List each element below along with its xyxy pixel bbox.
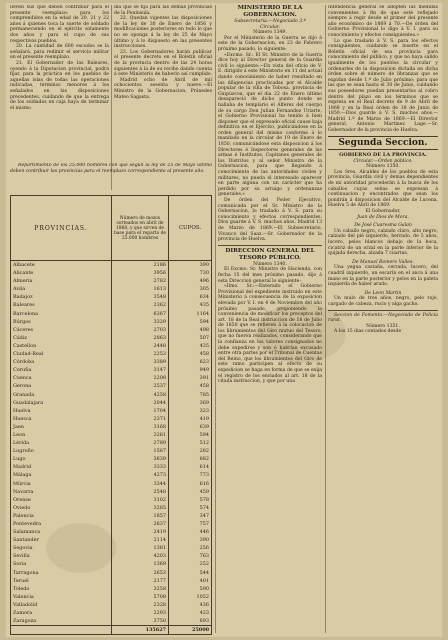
mozos-cell: 3261 bbox=[112, 431, 169, 439]
negociado-heading: Seccion de Fomento.—Negociado de Policía rural. bbox=[328, 312, 438, 324]
mozos-cell: 4203 bbox=[112, 552, 169, 560]
mozos-cell: 2186 bbox=[112, 261, 169, 270]
signature-name: Juan de Dios de Mora. bbox=[357, 214, 409, 220]
cupo-cell: 496 bbox=[169, 277, 212, 285]
cupo-cell: 458 bbox=[169, 382, 212, 390]
table-row bbox=[11, 512, 212, 520]
province-cell: Pontevedra bbox=[11, 520, 112, 528]
table-row bbox=[11, 261, 212, 270]
province-cell: Albacete bbox=[11, 261, 112, 270]
table-row bbox=[11, 488, 212, 496]
mozos-cell: 4273 bbox=[112, 471, 169, 479]
cupo-cell: 305 bbox=[169, 285, 212, 293]
mozos-cell: 6367 bbox=[112, 310, 169, 318]
cupo-cell: 256 bbox=[169, 544, 212, 552]
cupo-cell: 507 bbox=[169, 334, 212, 342]
mozos-cell: 1381 bbox=[112, 544, 169, 552]
table-row bbox=[11, 552, 212, 560]
table-row bbox=[11, 601, 212, 609]
table-row bbox=[11, 374, 212, 382]
cupo-cell: 682 bbox=[169, 455, 212, 463]
table-row bbox=[11, 496, 212, 504]
quota-table bbox=[10, 195, 212, 635]
paragraph: Una yegua castaña, cerrada, lucero, del cuadril izquierdo, un escarín en el anca á una mano en la parte posterior y pelos en la paleta izquierda de haber arado. bbox=[328, 265, 438, 288]
table-row bbox=[11, 318, 212, 326]
province-cell: Orense bbox=[11, 496, 112, 504]
mozos-cell: 3258 bbox=[112, 585, 169, 593]
province-cell: Granada bbox=[11, 391, 112, 399]
column-rule bbox=[215, 5, 216, 633]
province-cell: Baleares bbox=[11, 301, 112, 309]
province-cell: Leon bbox=[11, 431, 112, 439]
mozos-cell: 3750 bbox=[112, 617, 169, 626]
province-cell: Ciudad-Real bbox=[11, 350, 112, 358]
paragraph: De órden del Poder Ejecutivo, comunicada por el Sr. Ministro de la Gobernacion, lo traslado á V. S. para su conocimiento y efectos correspondientes. Dios guarde á V. S. muchos años. Madrid 13 de Marzo de 1869.—El Subsecretario, Vivanco del Saaz.—Sr. Gobernador de la provincia de Huelva. bbox=[218, 198, 322, 243]
table-row bbox=[11, 447, 212, 455]
cupo-cell: 757 bbox=[169, 520, 212, 528]
province-cell: Zamora bbox=[11, 609, 112, 617]
province-cell: Palencia bbox=[11, 512, 112, 520]
province-cell: Logroño bbox=[11, 447, 112, 455]
mozos-cell: 1613 bbox=[112, 285, 169, 293]
province-cell: Madrid bbox=[11, 463, 112, 471]
paragraph: Un mulo de tres años, negro, pelo rojo, cargado de cabeza, rucio y alga gacho. bbox=[328, 296, 438, 307]
cupo-cell: 590 bbox=[169, 585, 212, 593]
mozos-cell: 2328 bbox=[112, 601, 169, 609]
cupo-cell: 614 bbox=[169, 463, 212, 471]
table-row bbox=[11, 455, 212, 463]
mozos-cell: 3956 bbox=[112, 269, 169, 277]
mozos-cell: 2703 bbox=[112, 326, 169, 334]
table-row bbox=[11, 463, 212, 471]
table-row bbox=[11, 342, 212, 350]
ministry-title: MINISTERIO DE LA GOBERNACION. bbox=[237, 5, 303, 18]
province-cell: Múrcia bbox=[11, 480, 112, 488]
owner-heading: De José Cuaresma Galan bbox=[354, 223, 412, 229]
table-row bbox=[11, 326, 212, 334]
province-cell: Oviedo bbox=[11, 504, 112, 512]
mozos-cell: 1857 bbox=[112, 512, 169, 520]
mozos-cell: 3333 bbox=[112, 463, 169, 471]
cupo-cell: 544 bbox=[169, 569, 212, 577]
total-row bbox=[11, 626, 212, 635]
mozos-cell: 3147 bbox=[112, 366, 169, 374]
table-row bbox=[11, 293, 212, 301]
table-row bbox=[11, 528, 212, 536]
cupo-cell: 763 bbox=[169, 552, 212, 560]
cupo-cell: 282 bbox=[169, 447, 212, 455]
table-row bbox=[11, 439, 212, 447]
table-row bbox=[11, 301, 212, 309]
mozos-cell: 2637 bbox=[112, 520, 169, 528]
table-row bbox=[11, 366, 212, 374]
paragraph: dia que se fija para las demas provincias de la Península. bbox=[114, 5, 212, 16]
province-cell: Jaen bbox=[11, 423, 112, 431]
table-row bbox=[11, 471, 212, 479]
paragraph: Por el Ministerio de la Guerra se dijo á este de la Gobernacion, en 23 de Febrero próximo pasado, lo siguiente: bbox=[218, 35, 322, 52]
cupo-cell: 435 bbox=[169, 342, 212, 350]
decree-date: Madrid ocho de Abril de mil ochocientos sesenta y nueve.—El Ministro de la Gobernacion, Práxedes Mateo Sagasta. bbox=[114, 77, 212, 100]
cupo-cell: 390 bbox=[169, 261, 212, 270]
table-row bbox=[11, 593, 212, 601]
paragraph: Lo que traslado á V. S. para los efectos consiguientes, cuidando se inserte en el Boletín oficial de esa provincia para conocimiento del público, y que no haya salido igualmente de los pueblos la circular y ordenarles de la disposicion dictada en dicha órden sobre el número de libranzas que se expidan desde 1.º de Julio próximo; para que las que se sean hasta el 30 de Junio, cuidando sus poseedores puedan presentarlos al cobro dentro del plazo en los términos que se expresa en el Real decreto de 9 de Abril de 1868 y en la Real órden de 18 de Junio de 1850.—Dios guarde á V. S. muchos años.—Madrid 1.º de Marzo de 1869.—El Director general, Antonio Martinez Lage.—Sr. Gobernador de la provincia de Huelva. bbox=[328, 38, 438, 134]
province-cell: Guadalajara bbox=[11, 399, 112, 407]
province-cell: Cuenca bbox=[11, 374, 112, 382]
total-mozos: 135627 bbox=[112, 626, 169, 635]
province-cell: Navarra bbox=[11, 488, 112, 496]
table-row bbox=[11, 334, 212, 342]
cupo-cell: 578 bbox=[169, 496, 212, 504]
mozos-cell: 5708 bbox=[112, 593, 169, 601]
cupo-cell: 458 bbox=[169, 350, 212, 358]
province-cell: Castellon bbox=[11, 342, 112, 350]
province-cell: Salamanca bbox=[11, 528, 112, 536]
paragraph: Los Sres. Alcaldes de los pueblos de esta provincia, Guardia civil y demas dependientes de mi autoridad procederán á la busca de los caballos cuyas señas se expresan á continuacion y encontrados que sean los pondrán á disposicion del Alcalde de Lucena. Huelva 5 de Abril de 1869. bbox=[328, 169, 438, 209]
number-label: Número 1350. bbox=[366, 164, 400, 170]
province-cell: Santander bbox=[11, 536, 112, 544]
paragraph-21: 21. El Gobernador de las Baleares, oyendo á la Diputacion provincial, podrá fijar, para la práctica en los pueblos de aquellas islas de todas las operaciones indicadas, términos menores á los señalados en las disposiciones precedentes, cuidando de que la entrega de los soldados en caja haya de terminar el mismo bbox=[10, 60, 109, 111]
mozos-cell: 2782 bbox=[112, 277, 169, 285]
mozos-cell: 1369 bbox=[112, 560, 169, 568]
total-label bbox=[11, 626, 112, 635]
cupo-cell: 623 bbox=[169, 358, 212, 366]
mozos-cell: 3329 bbox=[112, 318, 169, 326]
mozos-cell: 2114 bbox=[112, 536, 169, 544]
table-row bbox=[11, 407, 212, 415]
column-rule bbox=[325, 5, 326, 633]
header-provincias: PROVINCIAS. bbox=[11, 196, 112, 261]
table-row bbox=[11, 269, 212, 277]
subsecretaria: Subsecretaría.—Negociado 3.º bbox=[234, 19, 306, 24]
mozos-cell: 2293 bbox=[112, 609, 169, 617]
province-cell: Teruel bbox=[11, 577, 112, 585]
cupo-cell: 390 bbox=[169, 536, 212, 544]
province-cell: Lérida bbox=[11, 439, 112, 447]
paragraph: «Excmo. Sr.: El Sr. Ministro de la Guerra dice hoy al Director general de la Guardia civil lo siguiente:—En vista del oficio de V. E. dirigido á este Ministerio en 11 del actual dando conocimiento de haber resultado en las diligencias practicadas por el Alcalde popular de la villa de Tobosa, provincia de Guipúzcoa, que el dia 22 de Enero último desapareció de dicho punto donde se hallaba de templario el Alferez del cuerpo de su cargo Don Julian Fernandez Uriarte, el Gobierno Provisional ha tenido á bien disponer que el expresado oficial cause baja definitiva en el Ejército, publicándose en la orden general del mismo conforme á lo mandado en la circular de 19 de Enero de 1850, comunicándose esta disposicion á los Directores é Inspectores generales de las armas é Institutos, Capitanes generales de los Distritos y al señor Ministro de la Gobernacion, para que llegando á conocimiento de las autoridades civiles y militares, no pueda el interesado aparecer en parte alguna con un carácter que ha perdido por su arraigo y ordenanzas generales.» bbox=[218, 52, 322, 198]
table-row bbox=[11, 350, 212, 358]
divider bbox=[218, 245, 322, 246]
mozos-cell: 2863 bbox=[112, 334, 169, 342]
mozos-cell: 2208 bbox=[112, 374, 169, 382]
cupo-cell: 634 bbox=[169, 293, 212, 301]
table-row bbox=[11, 399, 212, 407]
table-row bbox=[11, 382, 212, 390]
mozos-cell: 3285 bbox=[112, 504, 169, 512]
table-row bbox=[11, 480, 212, 488]
mozos-cell: 3102 bbox=[112, 496, 169, 504]
column-1-text bbox=[10, 5, 109, 153]
paragraph-23: 23. Los Gobernadores harán publicar el presente decreto en el Boletín oficial de la provincia dentro de las 24 horas siguientes á la de su recibo dando cuenta á este Ministerio de haberlo así cumplido. bbox=[114, 49, 212, 78]
province-cell: Alicante bbox=[11, 269, 112, 277]
number-label: Número 1351. bbox=[366, 323, 400, 329]
table-row bbox=[11, 423, 212, 431]
mozos-cell: 1587 bbox=[112, 447, 169, 455]
cupo-cell: 1164 bbox=[169, 310, 212, 318]
table-row bbox=[11, 560, 212, 568]
cupo-cell: 446 bbox=[169, 528, 212, 536]
province-cell: Lugo bbox=[11, 455, 112, 463]
cupo-cell: 773 bbox=[169, 471, 212, 479]
cupo-cell: 323 bbox=[169, 407, 212, 415]
header-mozos: Número de mozos sorteados en abril de 1868, y que sirven de base para el reparto de 25.000 hombres bbox=[112, 196, 169, 261]
table-row bbox=[11, 358, 212, 366]
province-cell: Soria bbox=[11, 560, 112, 568]
province-cell: Málaga bbox=[11, 471, 112, 479]
province-cell: Búrgos bbox=[11, 318, 112, 326]
cupo-cell: 693 bbox=[169, 617, 212, 626]
direccion-title: DIRECCION GENERAL DEL TESORO PÚBLICO. bbox=[225, 247, 315, 261]
cupo-cell: 1052 bbox=[169, 593, 212, 601]
table-row bbox=[11, 431, 212, 439]
table-row bbox=[11, 536, 212, 544]
cupo-cell: 574 bbox=[169, 504, 212, 512]
cupo-cell: 435 bbox=[169, 301, 212, 309]
paragraph: «Ilmo. Sr.:—Enterado el Gobierno Provisional del expediente instruido en este Ministerio á consecuencia de la exposicion elevada por V. I. en 4 de Noviembre del año próximo pasado, proponiendo la conveniencia de modificar los preceptos del art. 18 de la Real instruccion de 18 de Julio de 1850 que se refieren á la colocacion de los libramientos del Giro mutuo del Tesoro, que no fueron realizados, considerando que la confianza en los valores consignados no debe expedirse y son ó habrían excusado entre otra partes por el Tribunal de Cuentas del Reino, que los libramientos del Giro de este ramo participen al efecto de su expedicion se haga en forma de que se exija el registro de los enviados al art. 18 de la citada instruccion, y que por una bbox=[218, 284, 322, 385]
cupo-cell: 436 bbox=[169, 601, 212, 609]
mozos-cell: 2371 bbox=[112, 415, 169, 423]
cupo-cell: 639 bbox=[169, 423, 212, 431]
province-cell: Toledo bbox=[11, 585, 112, 593]
province-cell: Avila bbox=[11, 285, 112, 293]
mozos-cell: 2419 bbox=[112, 528, 169, 536]
table-row bbox=[11, 391, 212, 399]
table-row bbox=[11, 544, 212, 552]
table-row bbox=[11, 617, 212, 626]
province-cell: Huelva bbox=[11, 407, 112, 415]
table-row bbox=[11, 585, 212, 593]
paragraph: El Excmo. Sr. Ministro de Hacienda, con fecha 15 del mes próximo pasado, dijo á esta Direccion general lo siguiente: bbox=[218, 267, 322, 284]
province-cell: Cáceres bbox=[11, 326, 112, 334]
gobierno-title: GOBIERNO DE LA PROVINCIA. bbox=[339, 151, 427, 158]
section-title: Segunda Seccion. bbox=[328, 136, 438, 150]
province-cell: Zaragoza bbox=[11, 617, 112, 626]
table-row bbox=[11, 520, 212, 528]
province-cell: Barcelona bbox=[11, 310, 112, 318]
mozos-cell: 3548 bbox=[112, 293, 169, 301]
cupo-cell: 391 bbox=[169, 374, 212, 382]
province-cell: Segovia bbox=[11, 544, 112, 552]
mozos-cell: 3389 bbox=[112, 358, 169, 366]
owner-heading: De Leon Martin bbox=[364, 290, 402, 296]
mozos-cell: 2537 bbox=[112, 382, 169, 390]
gazette-page bbox=[6, 3, 442, 637]
table-row bbox=[11, 277, 212, 285]
mozos-cell: 2177 bbox=[112, 577, 169, 585]
header-cupos: CUPOS. bbox=[169, 196, 212, 261]
number-label: Número 1340. bbox=[253, 261, 287, 267]
province-cell: Almería bbox=[11, 277, 112, 285]
cupo-cell: 730 bbox=[169, 269, 212, 277]
mozos-cell: 2253 bbox=[112, 350, 169, 358]
table-row bbox=[11, 504, 212, 512]
table-row bbox=[11, 285, 212, 293]
cupo-cell: 459 bbox=[169, 488, 212, 496]
column-4-text bbox=[328, 5, 438, 635]
province-cell: Valencia bbox=[11, 593, 112, 601]
mozos-cell: 2548 bbox=[112, 488, 169, 496]
province-cell: Huesca bbox=[11, 415, 112, 423]
cupo-cell: 616 bbox=[169, 480, 212, 488]
mozos-cell: 2653 bbox=[112, 569, 169, 577]
cupo-cell: 252 bbox=[169, 560, 212, 568]
cupo-cell: 949 bbox=[169, 366, 212, 374]
circular-label: Circular.—Orden público. bbox=[353, 158, 413, 164]
table-row bbox=[11, 415, 212, 423]
table-row bbox=[11, 609, 212, 617]
province-cell: Valladolid bbox=[11, 601, 112, 609]
cupo-cell: 369 bbox=[169, 399, 212, 407]
circular-label: Circular. bbox=[259, 24, 281, 30]
paragraph: Intendencia general se adopten las medidas convenientes á fin de que esté reflejado siempre á regir desde el primer del presente año económico de 1869 á 70.—De órden del Gobierno Provisional lo digo á V. I. para su conocimiento y efectos consiguientes.» bbox=[328, 5, 438, 38]
province-cell: Córdoba bbox=[11, 358, 112, 366]
province-cell: Sevilla bbox=[11, 552, 112, 560]
table-row bbox=[11, 569, 212, 577]
cupo-cell: 594 bbox=[169, 318, 212, 326]
mozos-cell: 3344 bbox=[112, 480, 169, 488]
paragraph: Un caballo negro, calzado claro, alto negro, calzado del pié izquierdo, herrado, de 5 años, lucero, pelos blancos debajo de la boca, cicatriz de un orzal en la parte inferior de la quijada derecha, alzada 7 cuartas. bbox=[328, 228, 438, 257]
mozos-cell: 3639 bbox=[112, 455, 169, 463]
province-cell: Cádiz bbox=[11, 334, 112, 342]
cupo-cell: 594 bbox=[169, 431, 212, 439]
cupo-cell: 785 bbox=[169, 391, 212, 399]
number-label: Número 1349. bbox=[253, 30, 287, 36]
column-2-text bbox=[114, 5, 212, 153]
mozos-cell: 2044 bbox=[112, 399, 169, 407]
province-cell: Coruña bbox=[11, 366, 112, 374]
table-row bbox=[11, 577, 212, 585]
mozos-cell: 2362 bbox=[112, 301, 169, 309]
divider bbox=[328, 310, 438, 311]
mozos-cell: 3168 bbox=[112, 423, 169, 431]
mozos-cell: 2448 bbox=[112, 342, 169, 350]
paragraph: A los 15 dias contados desde bbox=[334, 329, 402, 335]
column-3-text bbox=[218, 5, 322, 635]
owner-heading: De Manuel Romero Valles. bbox=[352, 259, 414, 265]
cupo-cell: 401 bbox=[169, 577, 212, 585]
total-cupos: 25000 bbox=[169, 626, 212, 635]
repartimiento-heading: Repartimiento de los 25.000 hombres con que segun la ley de 25 de Mayo último deben contribuir las provincias para el reemplazo correspondiente al presente año. bbox=[10, 163, 212, 174]
paragraph: lleven sus que deben contribuir para el presente reemplazo; para los comprendidos en la edad de 20, 21 y 22 años á quienes toca la suerte de soldado permaneciendo en el ejército solamente dos años y para el cupo de sus respectivos pueblos. bbox=[10, 5, 109, 44]
cupo-cell: 347 bbox=[169, 512, 212, 520]
signature-title: El Gobernador, bbox=[365, 209, 401, 214]
mozos-cell: 2789 bbox=[112, 439, 169, 447]
province-cell: Badajoz bbox=[11, 293, 112, 301]
province-cell: Tarragona bbox=[11, 569, 112, 577]
province-cell: Gerona bbox=[11, 382, 112, 390]
cupo-cell: 419 bbox=[169, 415, 212, 423]
table-row bbox=[11, 310, 212, 318]
cupo-cell: 498 bbox=[169, 326, 212, 334]
mozos-cell: 1704 bbox=[112, 407, 169, 415]
paragraph-22: 22. Quedan vigentes las disposiciones de la ley de 30 de Enero de 1856 y modificaciones posteriores en todo lo que no se oponga á la ley de 25 de Mayo último y á lo dispuesto en las presentes instrucciones. bbox=[114, 16, 212, 50]
paragraph-20: 20. La cantidad de 600 escudos se la señalará, para redimir el servicio militar en el presente reemplazo. bbox=[10, 44, 109, 61]
mozos-cell: 4258 bbox=[112, 391, 169, 399]
cupo-cell: 423 bbox=[169, 609, 212, 617]
cupo-cell: 512 bbox=[169, 439, 212, 447]
